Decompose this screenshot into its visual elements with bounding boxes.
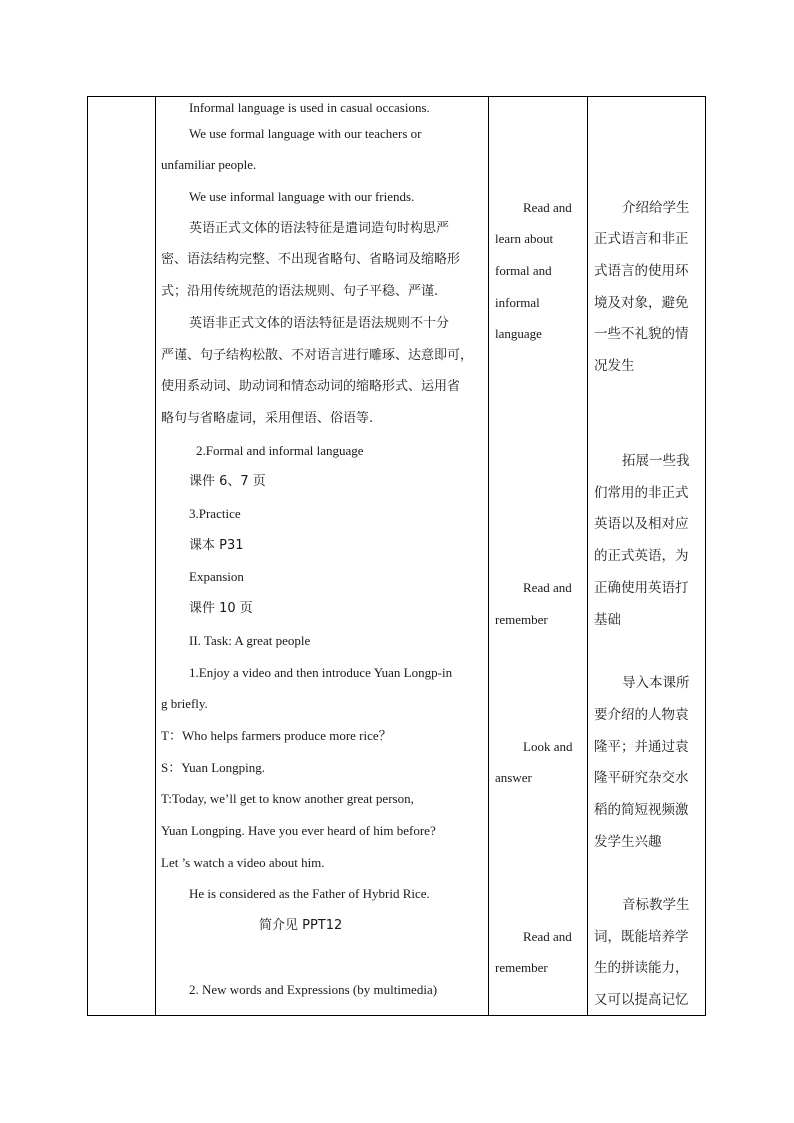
activity-line: Read and	[523, 929, 572, 944]
content-line: Informal language is used in casual occasions.	[189, 100, 430, 115]
content-line: 英语非正式文体的语法特征是语法规则不十分	[189, 316, 450, 331]
activity-line: language	[495, 326, 542, 341]
section-heading: II. Task: A great people	[189, 633, 311, 648]
content-line: 课件 6、7 页	[189, 474, 266, 489]
content-line: 课本 P31	[189, 538, 244, 553]
content-line: 英语正式文体的语法特征是遣词造句时构思严	[189, 221, 450, 236]
purpose-line: 词，既能培养学	[594, 929, 689, 945]
content-line: 课件 10 页	[189, 601, 253, 616]
section-heading: 3.Practice	[189, 506, 241, 521]
content-line: 使用系动词、助动词和情态动词的缩略形式、运用省	[161, 379, 461, 394]
purpose-line: 隆平研究杂交水	[594, 770, 689, 786]
purpose-line: 音标教学生	[622, 897, 690, 913]
purpose-line: 拓展一些我	[622, 453, 690, 469]
content-line: He is considered as the Father of Hybrid Rice.	[189, 886, 430, 901]
column-divider	[155, 97, 156, 1015]
content-line: Yuan Longping. Have you ever heard of him before?	[161, 823, 436, 838]
purpose-line: 要介绍的人物袁	[594, 707, 689, 723]
activity-line: remember	[495, 960, 548, 975]
section-heading: Expansion	[189, 569, 244, 584]
section-heading: 2. New words and Expressions (by multimedia)	[189, 982, 438, 997]
section-heading: 2.Formal and informal language	[196, 443, 364, 458]
content-line: Let ’s watch a video about him.	[161, 855, 325, 870]
purpose-line: 境及对象，避免	[594, 295, 689, 311]
purpose-line: 导入本课所	[622, 675, 690, 691]
purpose-line: 式语言的使用环	[594, 263, 689, 279]
purpose-line: 况发生	[594, 358, 635, 374]
content-line: 略句与省略虚词，采用俚语、俗语等.	[161, 411, 374, 426]
content-line: T:Today, we’ll get to know another great person,	[161, 791, 414, 806]
activity-line: formal and	[495, 263, 552, 278]
purpose-line: 们常用的非正式	[594, 485, 689, 501]
content-line: S：Yuan Longping.	[161, 760, 266, 775]
activity-line: Read and	[523, 580, 572, 595]
purpose-line: 生的拼读能力，	[594, 960, 689, 976]
activity-line: answer	[495, 770, 532, 785]
column-divider	[488, 97, 489, 1015]
purpose-line: 介绍给学生	[622, 200, 690, 216]
activity-line: Read and	[523, 200, 572, 215]
content-line: 密、语法结构完整、不出现省略句、省略词及缩略形	[161, 252, 461, 267]
content-line: g briefly.	[161, 696, 208, 711]
content-line: 简介见 PPT12	[259, 918, 343, 933]
purpose-line: 稻的简短视频激	[594, 802, 689, 818]
purpose-line: 隆平；并通过袁	[594, 739, 689, 755]
activity-line: informal	[495, 295, 540, 310]
purpose-line: 发学生兴趣	[594, 834, 662, 850]
content-line: unfamiliar people.	[161, 157, 257, 172]
purpose-line: 一些不礼貌的情	[594, 326, 689, 342]
purpose-line: 英语以及相对应	[594, 516, 689, 532]
content-line: We use informal language with our friends.	[189, 189, 415, 204]
purpose-line: 的正式英语，为	[594, 548, 689, 564]
content-line: 1.Enjoy a video and then introduce Yuan Longp-in	[189, 665, 453, 680]
activity-line: learn about	[495, 231, 554, 246]
activity-line: Look and	[523, 739, 573, 754]
activity-line: remember	[495, 612, 548, 627]
purpose-line: 正确使用英语打	[594, 580, 689, 596]
column-divider	[587, 97, 588, 1015]
purpose-line: 基础	[594, 612, 621, 628]
content-line: We use formal language with our teachers or	[189, 126, 422, 141]
content-line: 严谨、句子结构松散、不对语言进行雕琢、达意即可，	[161, 348, 474, 363]
content-line: 式；沿用传统规范的语法规则、句子平稳、严谨.	[161, 284, 439, 299]
content-line: T：Who helps farmers produce more rice？	[161, 728, 392, 743]
purpose-line: 正式语言和非正	[594, 231, 689, 247]
purpose-line: 又可以提高记忆	[594, 992, 689, 1008]
